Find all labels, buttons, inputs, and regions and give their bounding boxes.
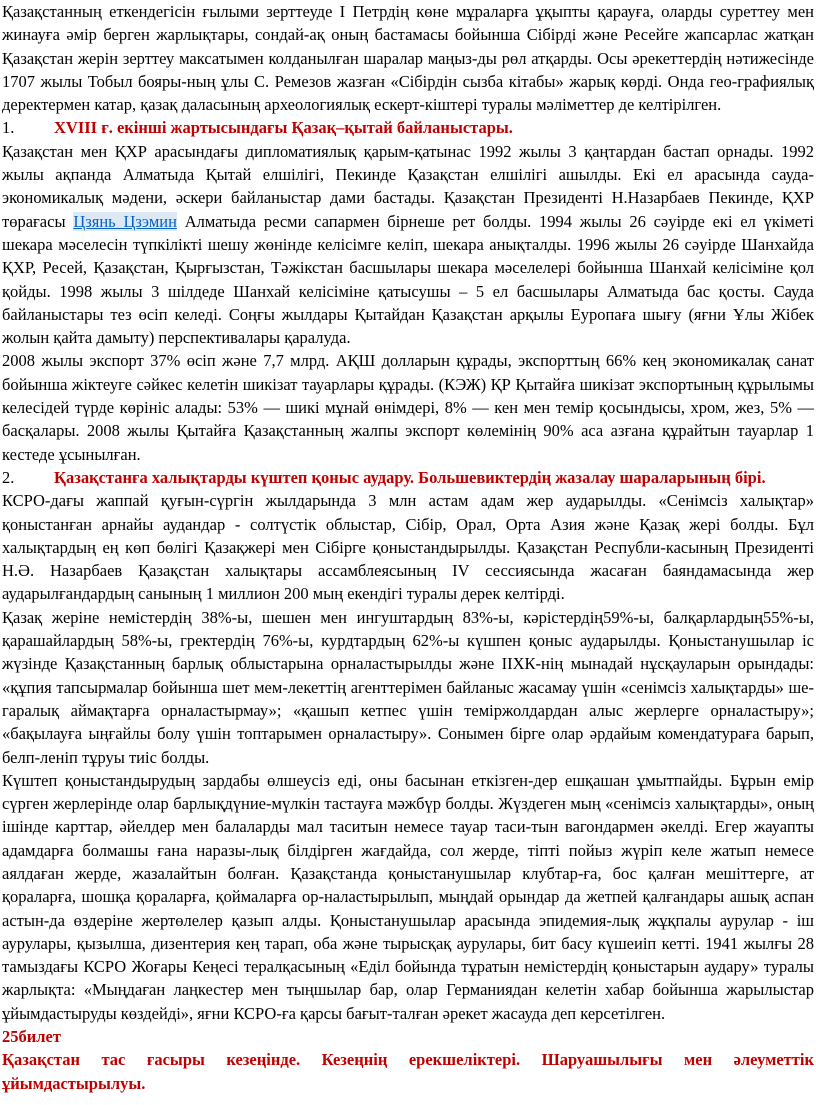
- section-1-text-before-link: Қазақстан мен ҚХР арасындағы дипломатиялық қарым-қатынас 1992 жылы 3 қаңтардан бастап орнады. 1992 жылы ақпанда Алматыда Қытай елшілігі, Пекинде Қазақстан елшілігі ашылды. Екі ел арасында сауда-экономикалық мәдени, әскери байланыстар дами бастады. Қазақстан Президенті Н.Назарбаев Пекинде, ҚХР төрағасы: [2, 141, 814, 231]
- section-2-paragraph-1: КСРО-дағы жаппай қуғын-сүргін жылдарында 3 млн астам адам жер аударылды. «Сенімсіз халықтар» қоныстанған арнайы аудандар - солтүстік облыстар, Сібір, Орал, Орта Азия және Қазақ жері болды. Бұл халықтардың ең көп бөлігі Қазақжері мен Сібірге қоныстандырылды. Қазақстан Республи-касының Президенті Н.Ә. Назарбаев Қазақстан халықтары ассамблеясының IV сессиясында жасаған баяндамасында жер аударылғандардың санының 1 миллион 200 мың екендігі туралы дерек келтірді.: [2, 491, 814, 604]
- section-1-paragraph-2: 2008 жылы экспорт 37% өсіп және 7,7 млрд. АҚШ долларын құрады, экспорттың 66% кең экономикалақ санат бойынша жіктеуге сәйкес келетін шикізат тауарлары құрады. (КЭЖ) ҚР Қытайға шикізат экспортының құрылымы келесідей түрде көрініс алады: 53% — шикі мұнай өнімдері, 8% — кен мен темір қосындысы, хром, жез, 5% — басқалары. 2008 жылы Қытайға Қазақстанның жалпы экспорт көлемінің 90% аса азғана құрайтын тауарлар 1 кестеде ұсынылған.: [2, 351, 814, 464]
- section-2-title: Қазақстанға халықтарды күштеп қоныс аудару. Большевиктердің жазалау шараларының бірі.: [54, 467, 766, 487]
- tszyan-tszemin-link[interactable]: Цзянь Цзэмин: [73, 211, 177, 231]
- section-1-number: 1.: [2, 118, 15, 138]
- section-1-text-after-link: Алматыда ресми сапармен бірнеше рет болды. 1994 жылы 26 сәуірде екі ел үкіметі шекара мәселесін түпкілікті шешу жөнінде келісімге келіп, шекара анықталды. 1996 жылы 26 сәуірде Шанхайда ҚХР, Ресей, Қазақстан, Қырғызстан, Тәжікстан басшылары шекара мәселелері бойынша Шанхай келісіміне қол қойды. 1998 жылы 3 шілдеде Шанхай келісіміне қатысушы – 5 ел басшылары Алматыда бас қосты. Сауда байланыстары тез өсіп келеді. Соңғы жылдары Қытайдан Қазақстан арқылы Еуропаға шығу (яғни Ұлы Жібек жолын қайта дамыту) перспективалары қаралуда.: [2, 211, 815, 348]
- section-1-title: XVIII ғ. екінші жартысындағы Қазақ–қытай байланыстары.: [54, 118, 513, 138]
- section-1-heading: [2, 116, 814, 139]
- section-2-paragraph-2: Қазақ жеріне немістердің 38%-ы, шешен мен ингуштардың 83%-ы, кәрістердің59%-ы, балқарлардың55%-ы, қарашайлардың 58%-ы, гректердің 76%-ы, курдтардың 62%-ы күшпен қоныс аударылды. Қоныстанушылар іс жүзінде Қазақстанның барлық облыстарына орналастырылды және ІІХК-нің мынадай нұсқауларын орындады: «құпия тапсырмалар бойынша шет мем-лекеттің агенттерімен байланыс жасамау үшін «сенімсіз халықтарды» ше-гаралық аймақтарға орналастырмау»; «қашып кетпес үшін теміржолдардан алыс жерлерге орналастыру»; «бақылауға ыңғайлы болу үшін топтарымен орналастыру». Сонымен бірге олар әрдайым комендатураға барып, белп-леніп тұруы тиіс болды.: [2, 607, 814, 767]
- section-2-number: 2.: [2, 467, 15, 487]
- intro-paragraph: Қазақстанның еткендегісін ғылыми зерттеуде І Петрдің көне мұраларға ұқыпты қарауға, оларды суреттеу мен жинауға әмір берген жарлықтары, сондай-ақ оның бастамасы бойынша Сібірді және Ресейге жапсарлас жатқан Қазақстан жерін зерттеу максатымен колданылған шаралар маңыз-ды рөл атқарды. Осы әрекеттердің нәтижесінде 1707 жылы Тобыл бояры-ның ұлы С. Ремезов жазған «Сібірдін сызба кітабы» жарық көрді. Онда гео-графиялық деректермен катар, қазақ даласының археологиялық ескерт-кіштері туралы мәліметтер де келтірілген.: [2, 2, 814, 115]
- bilet-label: 25билет: [2, 1027, 61, 1047]
- section-2-paragraph-3: Күштеп қоныстандырудың зардабы өлшеусіз еді, оны басынан еткізген-дер ешқашан ұмытпайды. Бұрын емір сүрген жерлерінде олар барлықдүние-мүлкін тастауға мәжбүр болды. Жүздеген мың «сенімсіз халықтарды», оның ішінде карттар, әйелдер мен балаларды мал таситын немесе тауар таси-тын вагондармен әкелді. Егер жауапты адамдарға болмашы ғана наразы-лық білдірген жағдайда, сол жерде, тіпті пойыз жүріп келе жатып немесе аялдаған жерде, жазалайтын болған. Қазақстанда қоныстанушылар клубтар-ға, бос қалған мешіттерге, ат қораларға, шошқа қораларға, қоймаларға ор-наластырылып, мыңдай орындар да жетпей қалғандары ашық аспан астын-да өздеріне жертөлелер қазып алды. Қоныстанушылар арасында эпидемия-лық жұқпалы аурулар - іш аурулары, қызылша, дизентерия кең тарап, оба және тырысқақ аурулары, бит басу күшеиіп кетті. 1941 жылғы 28 тамыздағы КСРО Жоғары Кеңесі тералқасының «Еділ бойында тұратын немістердің қоныстарын аудару» туралы жарлықта: «Мыңдаған лаңкестер мен тыңшылар бар, олар Германиядан келетін хабар бойынша жарылыстар ұйымдастыруды көздейді», яғни КСРО-ға қарсы бағыт-талған әрекет жасауда деп керсетілген.: [2, 770, 814, 1023]
- section-1-paragraph-1: [2, 140, 814, 350]
- section-2-heading: [2, 466, 814, 489]
- bilet-title: Қазақстан тас ғасыры кезеңінде. Кезеңнің ерекшеліктері. Шаруашылығы мен әлеуметтік ұйымдастырылуы.: [2, 1050, 814, 1093]
